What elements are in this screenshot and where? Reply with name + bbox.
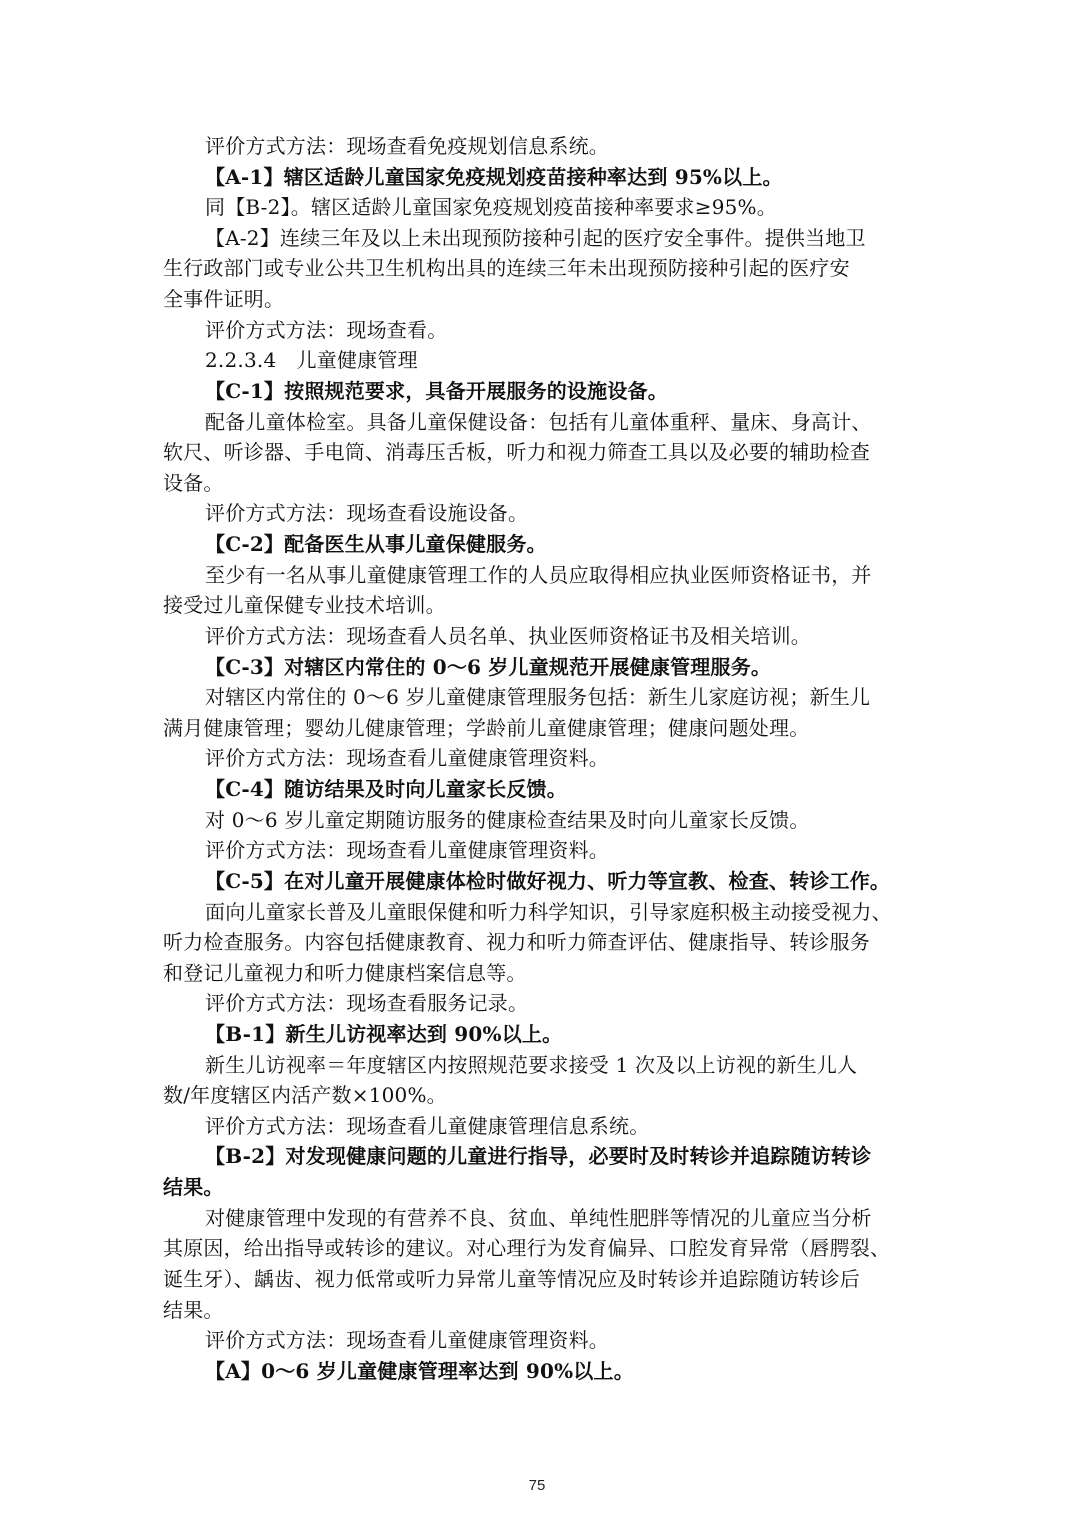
body-text-line: 新生儿访视率＝年度辖区内按照规范要求接受 1 次及以上访视的新生儿人 [205,1053,858,1077]
body-text-line: 接受过儿童保健专业技术培训。 [163,593,446,617]
body-text-line: 同【B-2】。辖区适龄儿童国家免疫规划疫苗接种率要求≥95%。 [205,195,777,219]
section-heading-line: 【C-5】在对儿童开展健康体检时做好视力、听力等宣教、检查、转诊工作。 [205,869,891,893]
body-text-line: 评价方式方法：现场查看人员名单、执业医师资格证书及相关培训。 [205,624,811,648]
body-text-line: 2.2.3.4 儿童健康管理 [205,348,418,372]
section-heading-line: 【C-2】配备医生从事儿童保健服务。 [205,532,547,556]
body-text-line: 配备儿童体检室。具备儿童保健设备：包括有儿童体重秤、量床、身高计、 [205,410,872,434]
body-text-line: 和登记儿童视力和听力健康档案信息等。 [163,961,527,985]
section-heading-line: 【B-2】对发现健康问题的儿童进行指导，必要时及时转诊并追踪随访转诊 [205,1144,872,1168]
body-text-line: 对辖区内常住的 0～6 岁儿童健康管理服务包括：新生儿家庭访视；新生儿 [205,685,871,709]
section-heading-line: 【A-1】辖区适龄儿童国家免疫规划疫苗接种率达到 95%以上。 [205,165,783,189]
body-text-line: 软尺、听诊器、手电筒、消毒压舌板，听力和视力筛查工具以及必要的辅助检查 [163,440,870,464]
section-heading-line: 【C-4】随访结果及时向儿童家长反馈。 [205,777,567,801]
section-heading-line: 【A】0～6 岁儿童健康管理率达到 90%以上。 [205,1359,634,1383]
body-text-line: 结果。 [163,1298,224,1322]
body-text-line: 评价方式方法：现场查看儿童健康管理资料。 [205,838,609,862]
body-text-line: 对 0～6 岁儿童定期随访服务的健康检查结果及时向儿童家长反馈。 [205,808,810,832]
body-text-line: 评价方式方法：现场查看儿童健康管理资料。 [205,1328,609,1352]
body-text-line: 全事件证明。 [163,287,285,311]
body-text-line: 【A-2】连续三年及以上未出现预防接种引起的医疗安全事件。提供当地卫 [205,226,866,250]
body-text-line: 评价方式方法：现场查看儿童健康管理信息系统。 [205,1114,650,1138]
body-text-line: 诞生牙）、龋齿、视力低常或听力异常儿童等情况应及时转诊并追踪随访转诊后 [163,1267,860,1291]
body-text-line: 满月健康管理；婴幼儿健康管理；学龄前儿童健康管理；健康问题处理。 [163,716,810,740]
body-text-line: 评价方式方法：现场查看服务记录。 [205,991,529,1015]
section-heading-line: 【B-1】新生儿访视率达到 90%以上。 [205,1022,563,1046]
body-text-line: 其原因，给出指导或转诊的建议。对心理行为发育偏异、口腔发育异常（唇腭裂、 [163,1236,891,1260]
body-text-line: 听力检查服务。内容包括健康教育、视力和听力筛查评估、健康指导、转诊服务 [163,930,870,954]
section-heading-line: 【C-1】按照规范要求，具备开展服务的设施设备。 [205,379,668,403]
body-text-line: 评价方式方法：现场查看设施设备。 [205,501,529,525]
body-text-line: 设备。 [163,471,224,495]
body-text-line: 对健康管理中发现的有营养不良、贫血、单纯性肥胖等情况的儿童应当分析 [205,1206,872,1230]
body-text-line: 数/年度辖区内活产数×100%。 [163,1083,447,1107]
body-text-line: 面向儿童家长普及儿童眼保健和听力科学知识，引导家庭积极主动接受视力、 [205,900,892,924]
body-text-line: 评价方式方法：现场查看。 [205,318,448,342]
body-text-line: 生行政部门或专业公共卫生机构出具的连续三年未出现预防接种引起的医疗安 [163,256,850,280]
page-number: 75 [528,1477,546,1494]
section-heading-line: 结果。 [163,1175,224,1199]
body-text-line: 评价方式方法：现场查看免疫规划信息系统。 [205,134,609,158]
body-text-line: 至少有一名从事儿童健康管理工作的人员应取得相应执业医师资格证书，并 [205,563,872,587]
body-text-line: 评价方式方法：现场查看儿童健康管理资料。 [205,746,609,770]
section-heading-line: 【C-3】对辖区内常住的 0～6 岁儿童规范开展健康管理服务。 [205,655,772,679]
